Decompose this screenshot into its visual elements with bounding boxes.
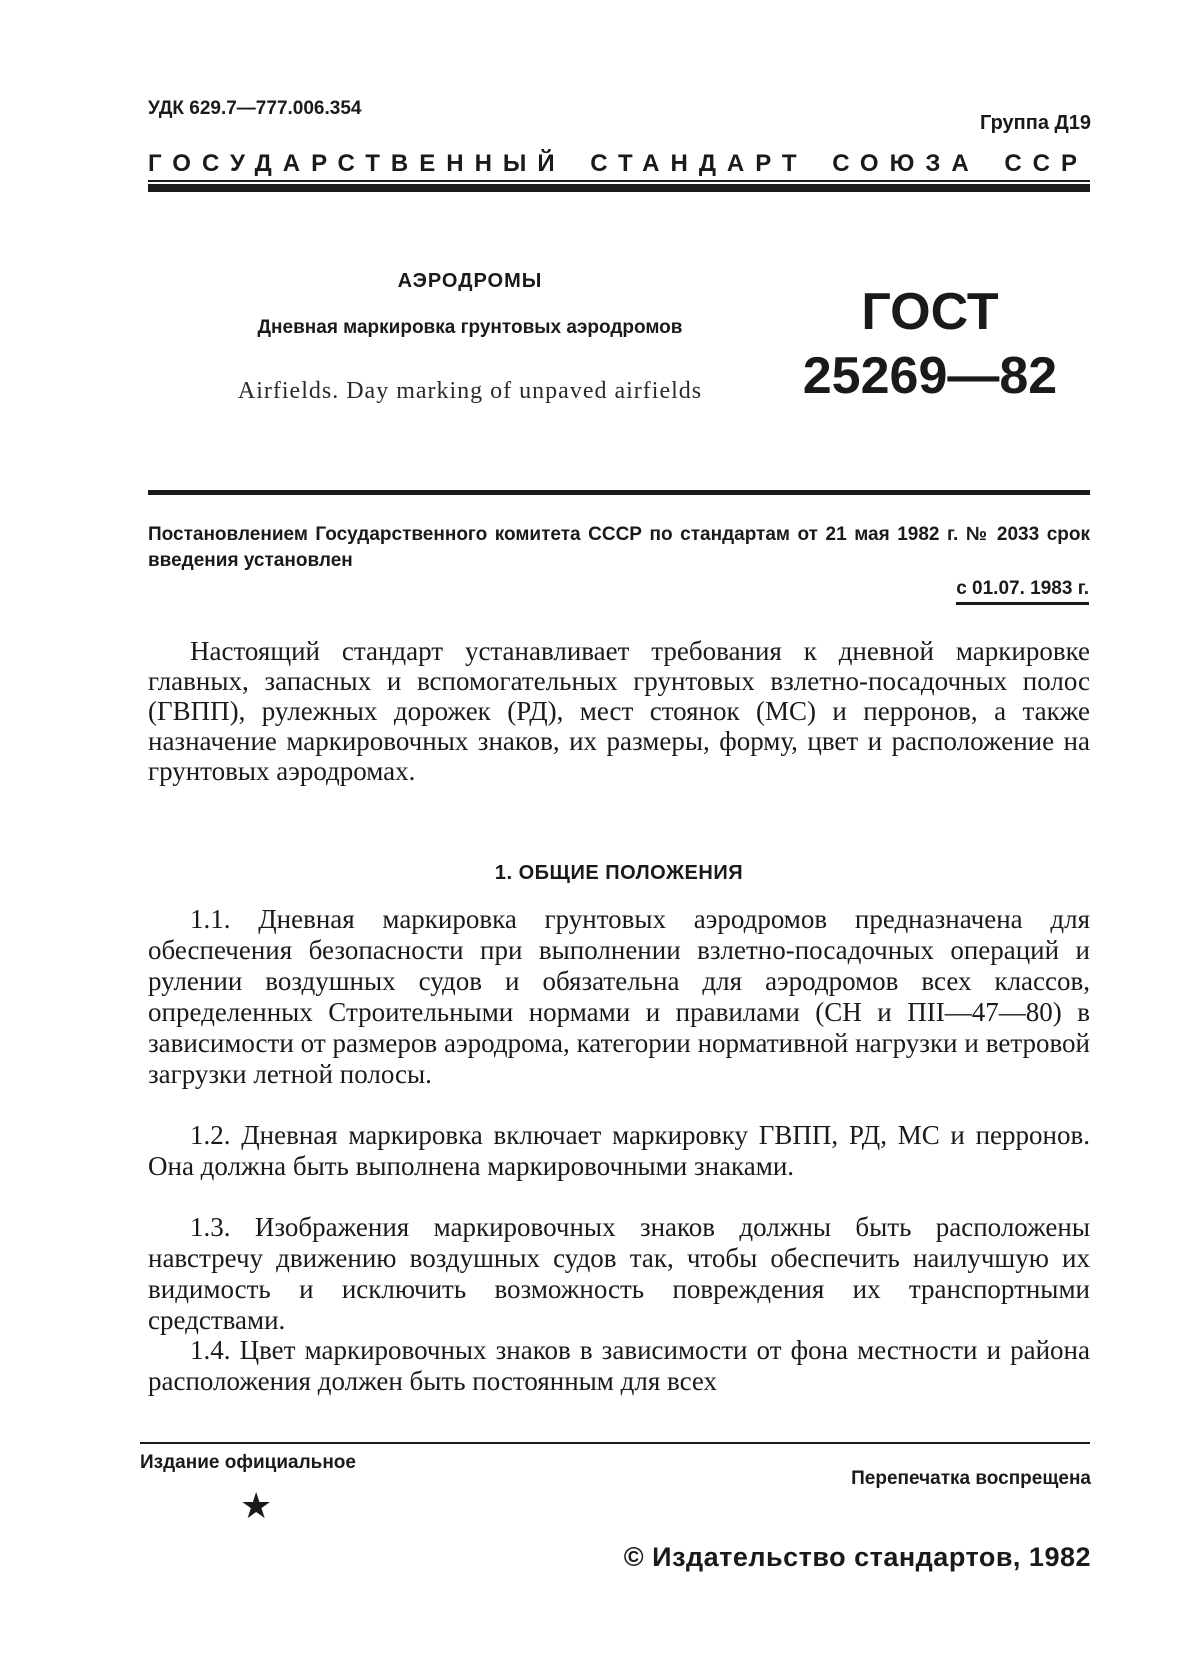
star-icon: ★ bbox=[240, 1486, 273, 1526]
heading-word-ussr: ССР bbox=[1004, 150, 1088, 177]
paragraph-1-4: 1.4. Цвет маркировочных знаков в зависимости от фона местности и района расположения должен быть постоянным для всех bbox=[148, 1335, 1090, 1396]
heading-word-union: СОЮЗА bbox=[832, 150, 980, 177]
paragraph-1-1: 1.1. Дневная маркировка грунтовых аэродромов предназначена для обеспечения безопасности при выполнении взлетно-посадочных операций и рулении воздушных судов и обязательна для аэродромов всех классов, определенных Строительными нормами и правилами (СН и ПII—47—80) в зависимости от размеров аэродрома, категории нормативной нагрузки и ветровой загрузки летной полосы. bbox=[148, 904, 1090, 1089]
udk-code: УДК 629.7—777.006.354 bbox=[148, 98, 362, 119]
top-rule bbox=[148, 184, 1090, 192]
middle-rule bbox=[148, 490, 1090, 495]
heading-word-state: ГОСУДАРСТВЕННЫЙ bbox=[148, 150, 566, 177]
footer-rule bbox=[140, 1442, 1090, 1444]
subtitle-english: Airfields. Day marking of unpaved airfields bbox=[237, 378, 703, 404]
gost-number: 25269—82 bbox=[802, 347, 1058, 405]
paragraph-1-2: 1.2. Дневная маркировка включает маркировку ГВПП, РД, МС и перронов. Она должна быть выполнена маркировочными знаками. bbox=[148, 1120, 1090, 1181]
reprint-note: Перепечатка воспрещена bbox=[851, 1468, 1091, 1489]
heading-word-standard: СТАНДАРТ bbox=[590, 150, 808, 177]
section-title: 1. ОБЩИЕ ПОЛОЖЕНИЯ bbox=[494, 862, 744, 884]
paragraph-1-3: 1.3. Изображения маркировочных знаков должны быть расположены навстречу движению воздушных судов так, чтобы обеспечить наилучшую их видимость и исключить возможность повреждения их транспортными средствами. bbox=[148, 1212, 1090, 1335]
intro-paragraph: Настоящий стандарт устанавливает требования к дневной маркировке главных, запасных и вспомогательных грунтовых взлетно-посадочных полос (ГВПП), рулежных дорожек (РД), мест стоянок (МС) и перронов, а также назначение маркировочных знаков, их размеры, форму, цвет и расположение на грунтовых аэродромах. bbox=[148, 636, 1090, 786]
top-rule-thin bbox=[148, 180, 1090, 182]
document-title: АЭРОДРОМЫ bbox=[397, 270, 543, 292]
state-standard-heading bbox=[148, 150, 1088, 178]
publisher-copyright: © Издательство стандартов, 1982 bbox=[623, 1542, 1091, 1572]
subtitle-russian: Дневная маркировка грунтовых аэродромов bbox=[257, 317, 683, 338]
edition-note: Издание официальное bbox=[140, 1452, 356, 1473]
gost-label: ГОСТ bbox=[861, 283, 999, 341]
effective-date: с 01.07. 1983 г. bbox=[956, 578, 1089, 605]
decree-text: Постановлением Государственного комитета СССР по стандартам от 21 мая 1982 г. № 2033 срок введения установлен bbox=[148, 524, 1090, 571]
group-code: Группа Д19 bbox=[980, 112, 1091, 134]
